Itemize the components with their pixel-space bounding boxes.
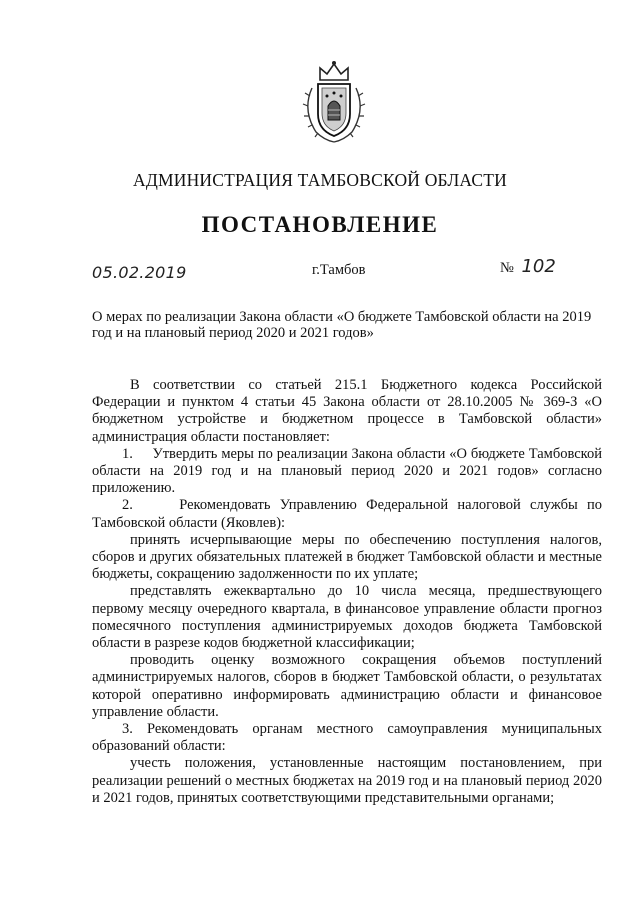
document-type: ПОСТАНОВЛЕНИЕ: [201, 212, 439, 237]
number-value: 102: [521, 256, 556, 277]
paragraph-item-2: 2. Рекомендовать Управлению Федеральной налоговой службы по Тамбовской области (Яковлев):: [92, 497, 606, 531]
organization-name: АДМИНИСТРАЦИЯ ТАМБОВСКОЙ ОБЛАСТИ: [133, 170, 507, 190]
paragraph-item-2-sub-2: представлять ежеквартально до 10 числа месяца, предшествующего первому месяцу очередного квартала, в финансовое управление области прогноз помесячного поступления администрируемых доходов бюджета Тамбовской области в разрезе кодов бюджетной классификации;: [92, 583, 602, 652]
document-subject: О мерах по реализации Закона области «О бюджете Тамбовской области на 2019 год и на плановый период 2020 и 2021 годов»: [92, 309, 592, 341]
paragraph-item-2-sub-3: проводить оценку возможного сокращения объемов поступлений администрируемых налогов, сборов в бюджет Тамбовской области, о результатах которой оперативно информировать администрацию области и финансовое управление области.: [92, 652, 602, 720]
document-city: г.Тамбов: [312, 262, 366, 278]
tambov-coat-of-arms-emblem: [298, 58, 370, 146]
paragraph-item-3-sub-1: учесть положения, установленные настоящим постановлением, при реализации решений о местных бюджетах на 2019 год и на плановый период 2020 и 2021 годов, принятых соответствующими представительными органами;: [92, 755, 602, 806]
document-date: 05.02.2019: [92, 263, 187, 282]
number-label: №: [500, 260, 514, 276]
document-number: [500, 256, 556, 277]
paragraph-item-2-sub-1: принять исчерпывающие меры по обеспечению поступления налогов, сборов и других обязательных платежей в бюджет Тамбовской области и местные бюджеты, сокращению задолженности по их уплате;: [92, 531, 602, 583]
paragraph-item-1: 1. Утвердить меры по реализации Закона области «О бюджете Тамбовской области на 2019 год и на плановый период 2020 и 2021 годов» согласно приложению.: [92, 445, 606, 497]
paragraph-item-3: 3. Рекомендовать органам местного самоуправления муниципальных образований области:: [92, 721, 602, 755]
paragraph-preamble: В соответствии со статьей 215.1 Бюджетного кодекса Российской Федерации и пунктом 4 статьи 45 Закона области от 28.10.2005 № 369-З «О бюджетном устройстве и бюджетном процессе в Тамбовской области» администрация области постановляет:: [92, 377, 602, 445]
document-body: [92, 377, 606, 807]
